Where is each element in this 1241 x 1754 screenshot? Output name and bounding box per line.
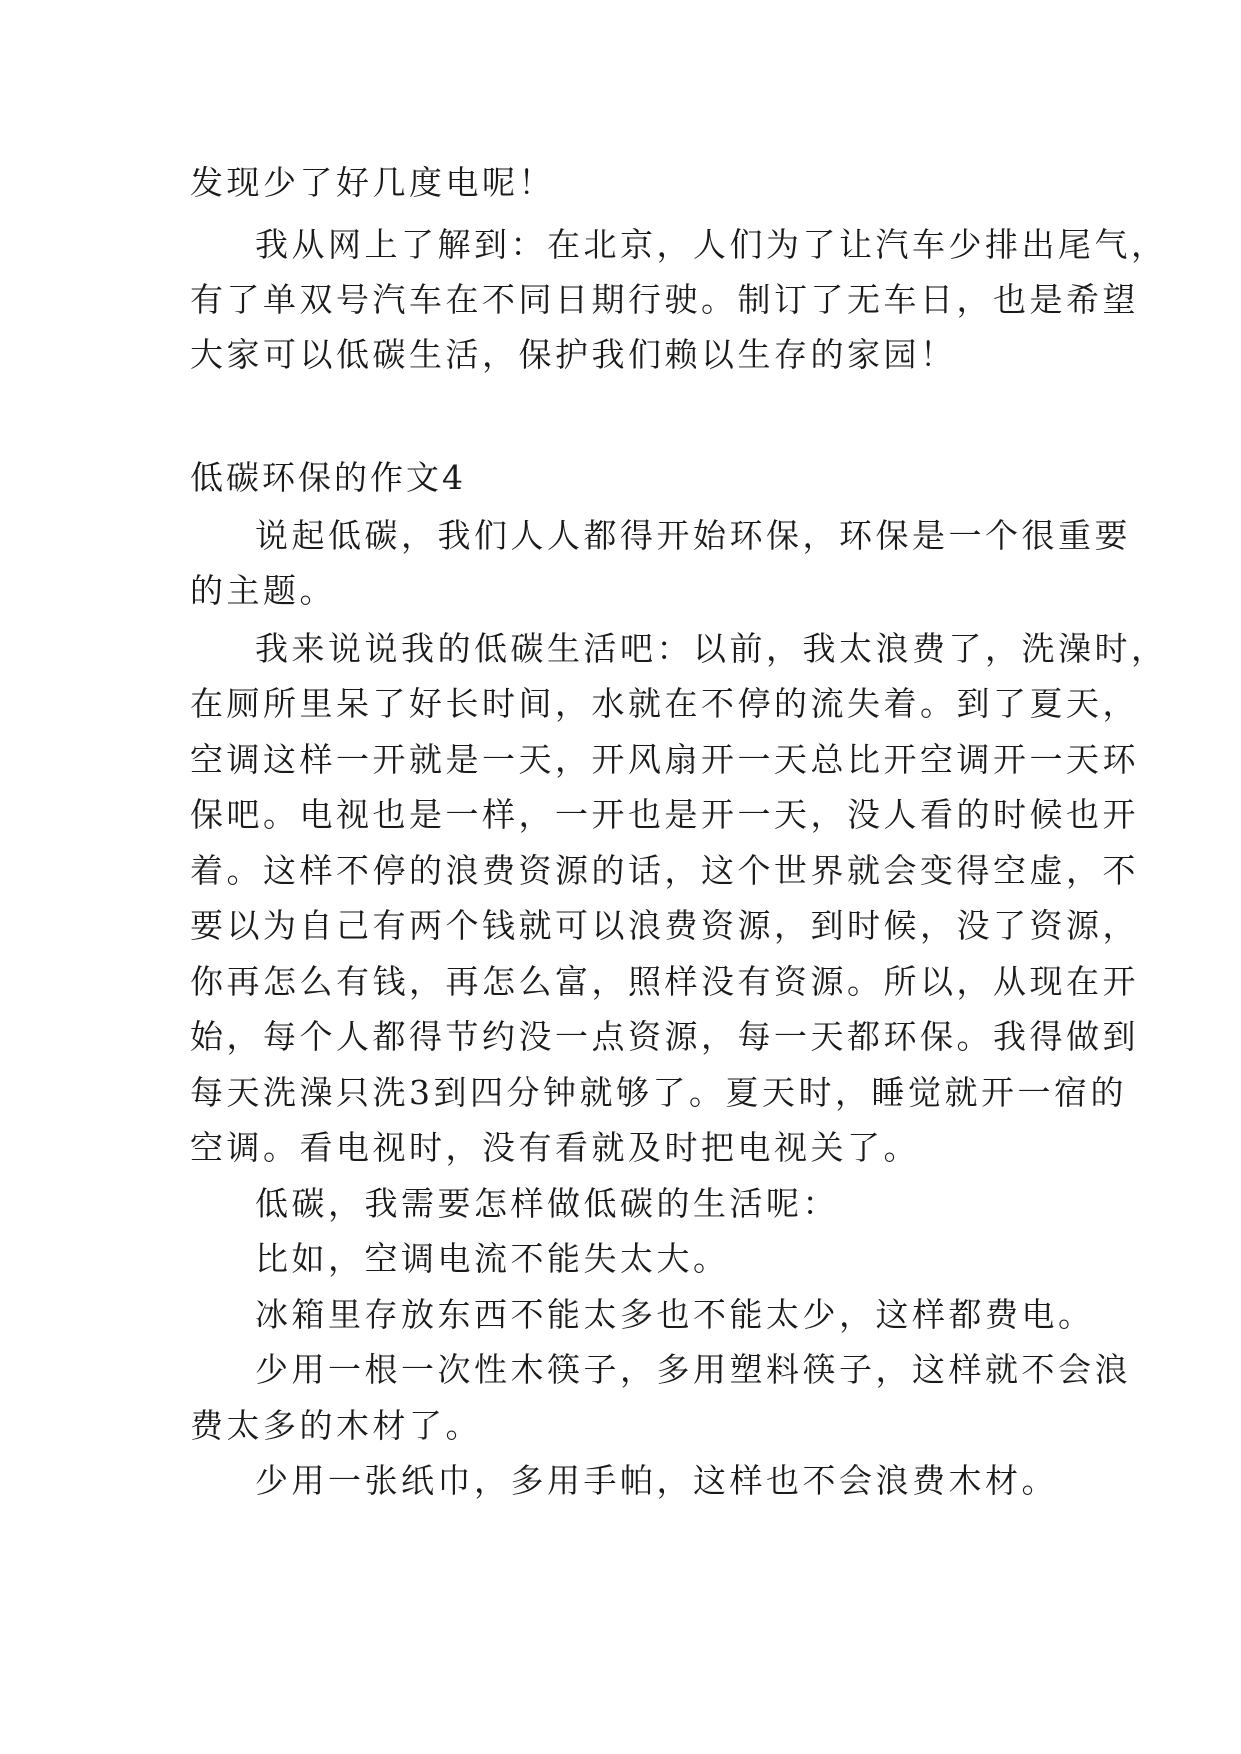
paragraph-line: 空调。看电视时，没有看就及时把电视关了。 [190, 1128, 920, 1167]
paragraph-line: 说起低碳，我们人人都得开始环保，环保是一个很重要 [255, 516, 1131, 555]
paragraph-line: 我从网上了解到：在北京，人们为了让汽车少排出尾气， [255, 225, 1168, 264]
paragraph-line: 你再怎么有钱，再怎么富，照样没有资源。所以，从现在开 [190, 962, 1139, 1001]
section-heading: 低碳环保的作文4 [190, 458, 466, 497]
paragraph-line: 少用一根一次性木筷子，多用塑料筷子，这样就不会浪 [255, 1350, 1131, 1389]
paragraph-line: 发现少了好几度电呢！ [190, 163, 555, 202]
paragraph-line: 要以为自己有两个钱就可以浪费资源，到时候，没了资源， [190, 906, 1139, 945]
paragraph-line: 的主题。 [190, 571, 336, 610]
paragraph-line: 空调这样一开就是一天，开风扇开一天总比开空调开一天环 [190, 740, 1139, 779]
paragraph-line: 冰箱里存放东西不能太多也不能太少，这样都费电。 [255, 1295, 1095, 1334]
paragraph-line: 在厕所里呆了好长时间，水就在不停的流失着。到了夏天， [190, 684, 1139, 723]
paragraph-line: 比如，空调电流不能失太大。 [255, 1239, 730, 1278]
paragraph-line: 低碳，我需要怎样做低碳的生活呢： [255, 1184, 839, 1223]
paragraph-line: 保吧。电视也是一样，一开也是开一天，没人看的时候也开 [190, 795, 1139, 834]
paragraph-line: 着。这样不停的浪费资源的话，这个世界就会变得空虚，不 [190, 851, 1139, 890]
paragraph-line: 少用一张纸巾，多用手帕，这样也不会浪费木材。 [255, 1461, 1058, 1500]
paragraph-line: 有了单双号汽车在不同日期行驶。制订了无车日，也是希望 [190, 280, 1139, 319]
paragraph-line: 每天洗澡只洗3到四分钟就够了。夏天时，睡觉就开一宿的 [190, 1073, 1127, 1112]
paragraph-line: 大家可以低碳生活，保护我们赖以生存的家园！ [190, 335, 957, 374]
paragraph-line: 始，每个人都得节约没一点资源，每一天都环保。我得做到 [190, 1017, 1139, 1056]
paragraph-line: 我来说说我的低碳生活吧：以前，我太浪费了，洗澡时， [255, 629, 1168, 668]
paragraph-line: 费太多的木材了。 [190, 1406, 482, 1445]
